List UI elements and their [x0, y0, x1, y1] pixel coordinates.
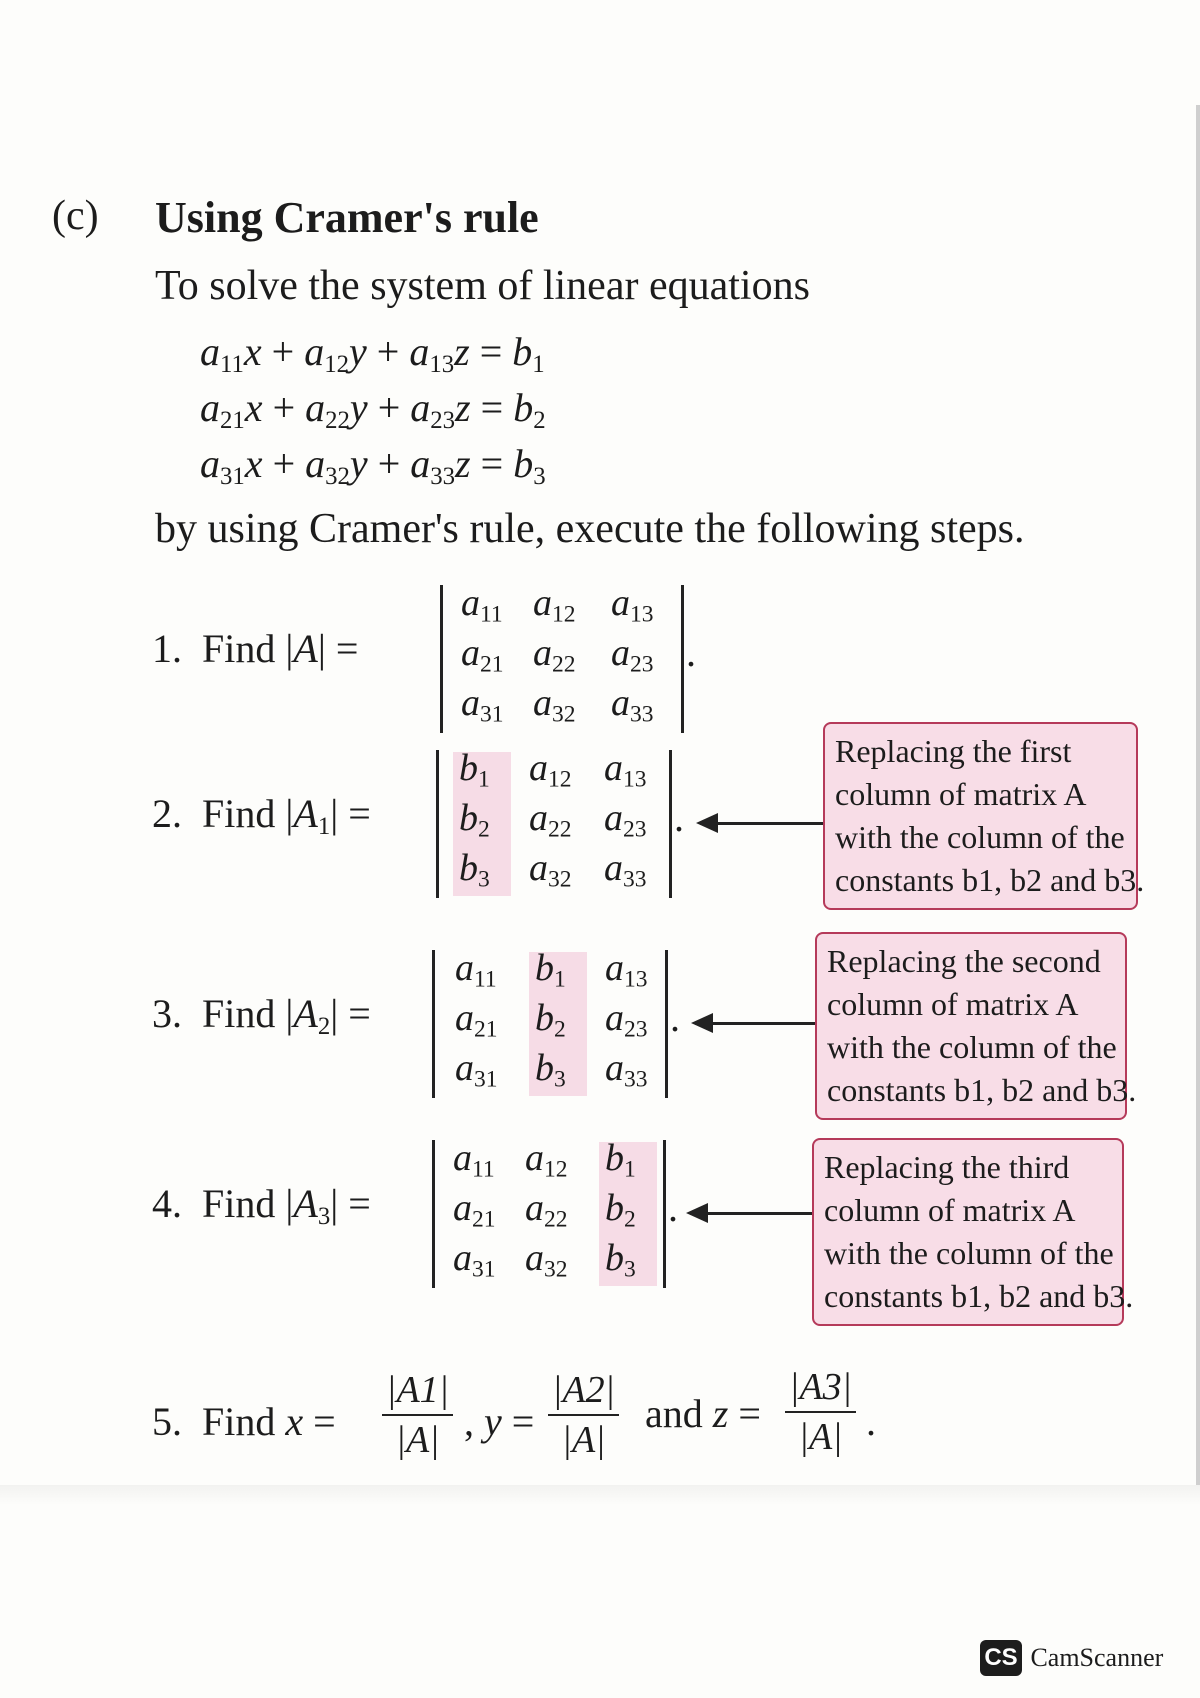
step-number: 3. — [152, 991, 182, 1036]
matrix-entry-sub: 22 — [552, 651, 576, 678]
matrix-cell — [453, 1136, 495, 1184]
matrix-entry: a — [455, 1047, 474, 1089]
coef: a — [410, 385, 431, 430]
fraction-z-denominator: |A| — [798, 1416, 843, 1458]
matrix-entry-sub: 2 — [478, 816, 490, 843]
step5-z-label: and z = — [645, 1391, 761, 1436]
fraction-z-numerator: |A3| — [785, 1365, 856, 1413]
matrix-cell — [525, 1136, 568, 1184]
coef-sub: 23 — [430, 406, 456, 434]
matrix-entry: a — [605, 947, 624, 989]
matrix-cell — [461, 581, 503, 629]
plus-sign: + — [367, 441, 411, 486]
fraction-y-numerator: |A2| — [548, 1368, 619, 1416]
matrix-entry-sub: 22 — [548, 816, 572, 843]
note-box — [815, 932, 1137, 1120]
det-sub: 1 — [317, 812, 331, 840]
equals-sign: = — [470, 385, 514, 430]
matrix-entry: a — [605, 997, 624, 1039]
matrix-entry: a — [604, 847, 623, 889]
coef-sub: 31 — [220, 462, 245, 490]
matrix-cell — [529, 846, 572, 894]
camscanner-name: CamScanner — [1030, 1643, 1164, 1672]
matrix-entry-sub: 11 — [472, 1156, 495, 1183]
matrix-cell — [605, 1046, 648, 1094]
note-box — [812, 1138, 1134, 1326]
coef-sub: 32 — [325, 462, 350, 490]
constant-sub: 1 — [532, 350, 545, 378]
step-number: 4. — [152, 1181, 182, 1226]
matrix-cell — [611, 581, 654, 629]
coef-sub: 13 — [429, 350, 455, 378]
var: z — [454, 329, 470, 374]
matrix-entry: b — [535, 997, 554, 1039]
period: . — [686, 630, 696, 675]
constant: b — [513, 385, 534, 430]
matrix-entry-sub: 1 — [624, 1156, 636, 1183]
determinant-4 — [432, 1137, 666, 1288]
step5-y: y — [484, 1399, 502, 1444]
matrix-entry-sub: 11 — [474, 966, 497, 993]
coef-sub: 12 — [324, 350, 350, 378]
step5-y-label: , y = — [464, 1399, 535, 1444]
det-name: A — [293, 791, 318, 836]
section-title: Using Cramer's rule — [155, 193, 539, 242]
fraction-x-denominator: |A| — [395, 1419, 440, 1461]
var: y — [349, 385, 368, 430]
step-1-label: 1. Find |A| = — [152, 626, 359, 671]
outro-text: by using Cramer's rule, execute the following steps. — [155, 506, 1025, 552]
coef-sub: 22 — [325, 406, 350, 434]
matrix-cell — [604, 846, 647, 894]
step5-and: and — [645, 1391, 703, 1436]
coef: a — [200, 441, 220, 486]
matrix-entry: a — [533, 582, 552, 624]
step5-find: Find — [202, 1399, 276, 1444]
matrix-entry-sub: 3 — [624, 1256, 636, 1283]
step5-number: 5. — [152, 1399, 182, 1444]
fraction-z — [785, 1365, 856, 1459]
page-shadow — [0, 1485, 1200, 1505]
matrix-entry: a — [453, 1237, 472, 1279]
matrix-cell — [535, 1046, 566, 1094]
arrow-left-icon — [700, 822, 825, 825]
matrix-entry-sub: 11 — [480, 601, 503, 628]
matrix-cell — [604, 796, 647, 844]
constant-sub: 2 — [533, 406, 546, 434]
note-line: column of matrix A — [827, 986, 1079, 1022]
matrix-cell — [525, 1236, 568, 1284]
step-number: 2. — [152, 791, 182, 836]
det-name: A — [293, 626, 318, 671]
note-line: column of matrix A — [835, 776, 1087, 812]
arrow-left-icon — [695, 1022, 817, 1025]
step5-z: z — [712, 1391, 729, 1436]
note-line: with the column of the — [835, 819, 1125, 855]
det-name: A — [293, 1181, 318, 1226]
matrix-entry: b — [605, 1187, 624, 1229]
period: . — [674, 795, 684, 840]
matrix-cell — [459, 796, 490, 844]
fraction-x-numerator: |A1| — [382, 1368, 453, 1416]
step-4-label: 4. Find $|A_3|$ = — [152, 1181, 371, 1230]
matrix-entry-sub: 31 — [472, 1256, 496, 1283]
matrix-entry-sub: 33 — [624, 1066, 648, 1093]
matrix-cell — [459, 846, 490, 894]
var: y — [349, 441, 368, 486]
matrix-cell — [611, 631, 654, 679]
coef: a — [305, 441, 326, 486]
matrix-entry-sub: 32 — [544, 1256, 568, 1283]
matrix-cell — [525, 1186, 568, 1234]
matrix-entry-sub: 23 — [630, 651, 654, 678]
equals-sign: = — [470, 441, 514, 486]
matrix-entry-sub: 1 — [478, 766, 490, 793]
plus-sign: + — [367, 385, 411, 430]
matrix-entry: a — [529, 797, 548, 839]
matrix-entry-sub: 1 — [554, 966, 566, 993]
matrix-entry: a — [461, 582, 480, 624]
matrix-cell — [529, 746, 572, 794]
matrix-cell — [611, 681, 654, 729]
equation-system — [200, 328, 546, 496]
matrix-entry: b — [459, 847, 478, 889]
matrix-entry-sub: 12 — [548, 766, 572, 793]
camscanner-logo: CS — [980, 1640, 1022, 1676]
coef-sub: 33 — [430, 462, 456, 490]
matrix-entry: a — [453, 1137, 472, 1179]
coef-sub: 11 — [220, 350, 244, 378]
matrix-entry: a — [611, 632, 630, 674]
matrix-entry: a — [533, 632, 552, 674]
section-label: (c) — [52, 193, 99, 239]
coef: a — [409, 329, 430, 374]
matrix-entry: a — [525, 1237, 544, 1279]
matrix-entry: a — [604, 797, 623, 839]
coef: a — [200, 329, 220, 374]
matrix-cell — [461, 631, 504, 679]
step-find: Find — [202, 626, 276, 671]
matrix-entry-sub: 21 — [472, 1206, 496, 1233]
matrix-entry-sub: 33 — [630, 701, 654, 728]
camscanner-watermark — [980, 1640, 1163, 1676]
matrix-entry: a — [455, 947, 474, 989]
note-box — [823, 722, 1145, 910]
coef-sub: 21 — [220, 406, 245, 434]
matrix-entry-sub: 3 — [554, 1066, 566, 1093]
fraction-y — [548, 1368, 619, 1462]
fraction-x — [382, 1368, 453, 1462]
matrix-entry: a — [605, 1047, 624, 1089]
matrix-cell — [453, 1236, 496, 1284]
step-3-label: 3. Find $|A_2|$ = — [152, 991, 371, 1040]
matrix-cell — [529, 796, 572, 844]
step5-x: x — [285, 1399, 304, 1444]
period: . — [668, 1185, 678, 1230]
equation-line — [200, 328, 546, 384]
matrix-entry: b — [535, 1047, 554, 1089]
matrix-entry-sub: 32 — [552, 701, 576, 728]
matrix-entry: a — [611, 582, 630, 624]
step-find: Find — [202, 991, 276, 1036]
matrix-cell — [533, 581, 576, 629]
matrix-entry: a — [533, 682, 552, 724]
note-line: with the column of the — [827, 1029, 1117, 1065]
matrix-entry-sub: 31 — [480, 701, 504, 728]
det-name: A — [293, 991, 318, 1036]
matrix-entry: b — [605, 1237, 624, 1279]
note-line: constants b1, b2 and b3. — [827, 1072, 1137, 1108]
matrix-entry-sub: 32 — [548, 866, 572, 893]
matrix-cell — [455, 996, 498, 1044]
step-find: Find — [202, 1181, 276, 1226]
matrix-entry-sub: 3 — [478, 866, 490, 893]
coef: a — [200, 385, 220, 430]
matrix-cell — [604, 746, 647, 794]
matrix-cell — [605, 1186, 636, 1234]
matrix-entry-sub: 2 — [554, 1016, 566, 1043]
plus-sign: + — [261, 329, 305, 374]
plus-sign: + — [262, 441, 306, 486]
period: . — [670, 995, 680, 1040]
note-line: column of matrix A — [824, 1192, 1076, 1228]
plus-sign: + — [262, 385, 306, 430]
matrix-entry: b — [459, 747, 478, 789]
var: y — [349, 329, 367, 374]
note-line: Replacing the second — [827, 943, 1101, 979]
note-line: with the column of the — [824, 1235, 1114, 1271]
matrix-entry: a — [453, 1187, 472, 1229]
matrix-cell — [605, 1236, 636, 1284]
note-line: constants b1, b2 and b3. — [824, 1278, 1134, 1314]
coef: a — [305, 385, 326, 430]
constant: b — [513, 441, 534, 486]
matrix-entry-sub: 12 — [544, 1156, 568, 1183]
matrix-cell — [605, 1136, 636, 1184]
constant-sub: 3 — [533, 462, 546, 490]
matrix-entry-sub: 2 — [624, 1206, 636, 1233]
var: x — [244, 441, 263, 486]
page-edge — [1196, 105, 1200, 1495]
matrix-cell — [605, 996, 648, 1044]
equation-line — [200, 384, 546, 440]
matrix-entry-sub: 33 — [623, 866, 647, 893]
matrix-entry-sub: 22 — [544, 1206, 568, 1233]
matrix-cell — [535, 946, 566, 994]
var: x — [243, 329, 262, 374]
determinant-2 — [436, 747, 672, 898]
matrix-entry: a — [461, 682, 480, 724]
matrix-cell — [455, 946, 497, 994]
matrix-cell — [453, 1186, 496, 1234]
note-line: Replacing the third — [824, 1149, 1070, 1185]
matrix-entry-sub: 13 — [623, 766, 647, 793]
matrix-cell — [533, 681, 576, 729]
arrow-left-icon — [690, 1212, 815, 1215]
matrix-entry: a — [604, 747, 623, 789]
matrix-entry-sub: 12 — [552, 601, 576, 628]
det-sub: 2 — [317, 1012, 331, 1040]
step-number: 1. — [152, 626, 182, 671]
var: z — [455, 385, 471, 430]
matrix-cell — [455, 1046, 498, 1094]
equation-line — [200, 440, 546, 496]
var: z — [455, 441, 471, 486]
matrix-entry: a — [525, 1187, 544, 1229]
step-2-label: 2. Find $|A_1|$ = — [152, 791, 371, 840]
matrix-entry: a — [529, 847, 548, 889]
note-line: constants b1, b2 and b3. — [835, 862, 1145, 898]
coef: a — [410, 441, 431, 486]
matrix-cell — [535, 996, 566, 1044]
matrix-entry: b — [459, 797, 478, 839]
det-sub: 3 — [317, 1202, 331, 1230]
step5-label: 5. Find x = — [152, 1399, 336, 1444]
fraction-y-denominator: |A| — [561, 1419, 606, 1461]
matrix-entry: a — [461, 632, 480, 674]
matrix-entry-sub: 31 — [474, 1066, 498, 1093]
matrix-cell — [605, 946, 648, 994]
matrix-entry-sub: 13 — [630, 601, 654, 628]
matrix-entry-sub: 21 — [474, 1016, 498, 1043]
matrix-cell — [459, 746, 490, 794]
step-find: Find — [202, 791, 276, 836]
coef: a — [304, 329, 325, 374]
matrix-entry-sub: 13 — [624, 966, 648, 993]
matrix-cell — [533, 631, 576, 679]
matrix-entry: a — [611, 682, 630, 724]
intro-text: To solve the system of linear equations — [155, 263, 810, 309]
note-line: Replacing the first — [835, 733, 1072, 769]
matrix-entry-sub: 21 — [480, 651, 504, 678]
matrix-entry: b — [605, 1137, 624, 1179]
matrix-entry: a — [525, 1137, 544, 1179]
equals-sign: = — [469, 329, 513, 374]
matrix-entry: a — [455, 997, 474, 1039]
matrix-entry-sub: 23 — [624, 1016, 648, 1043]
determinant-1 — [440, 582, 684, 733]
var: x — [244, 385, 263, 430]
constant: b — [512, 329, 533, 374]
step5-period: . — [866, 1399, 876, 1444]
plus-sign: + — [366, 329, 410, 374]
matrix-entry-sub: 23 — [623, 816, 647, 843]
matrix-cell — [461, 681, 504, 729]
matrix-entry: a — [529, 747, 548, 789]
determinant-3 — [432, 947, 668, 1098]
matrix-entry: b — [535, 947, 554, 989]
